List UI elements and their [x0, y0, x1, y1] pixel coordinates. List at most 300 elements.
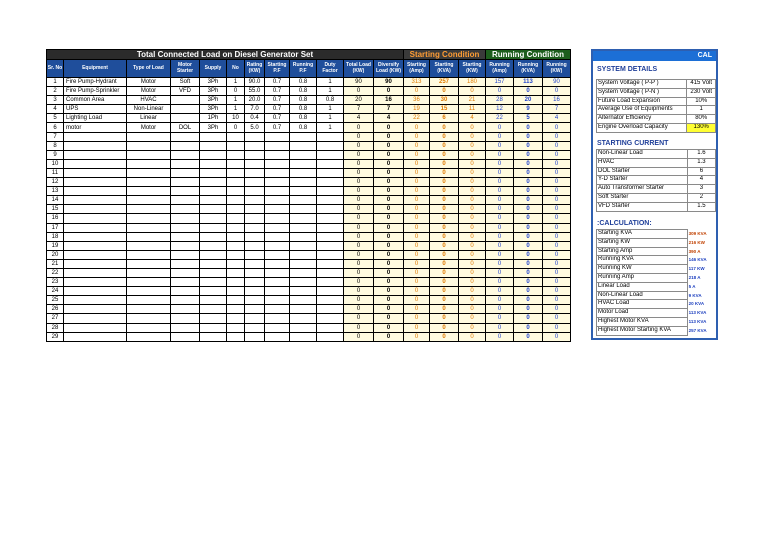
panel-value[interactable]: 10% — [687, 97, 716, 106]
table-cell[interactable]: 4 — [47, 105, 64, 114]
table-cell[interactable]: 0 — [404, 305, 430, 314]
table-cell[interactable]: 0 — [459, 205, 486, 214]
table-cell[interactable] — [64, 259, 127, 268]
table-cell[interactable]: 0 — [543, 323, 571, 332]
table-cell[interactable] — [200, 132, 227, 141]
table-cell[interactable] — [290, 268, 317, 277]
table-cell[interactable]: 0 — [344, 159, 374, 168]
table-cell[interactable] — [171, 268, 200, 277]
table-cell[interactable]: 8 — [47, 141, 64, 150]
table-cell[interactable] — [265, 187, 290, 196]
table-cell[interactable]: 7 — [374, 105, 404, 114]
table-cell[interactable] — [127, 241, 171, 250]
table-cell[interactable]: 0 — [459, 123, 486, 132]
table-cell[interactable]: 0 — [486, 87, 514, 96]
table-cell[interactable] — [200, 205, 227, 214]
table-cell[interactable]: 0 — [543, 123, 571, 132]
table-cell[interactable]: 0 — [514, 223, 543, 232]
table-cell[interactable] — [227, 150, 245, 159]
table-cell[interactable]: 0 — [404, 178, 430, 187]
panel-value[interactable]: 113 KVA — [688, 310, 707, 316]
table-cell[interactable] — [317, 314, 344, 323]
table-cell[interactable]: 0 — [543, 159, 571, 168]
table-cell[interactable] — [265, 196, 290, 205]
table-cell[interactable] — [227, 196, 245, 205]
table-cell[interactable] — [127, 205, 171, 214]
table-cell[interactable]: 20 — [514, 96, 543, 105]
table-cell[interactable]: 0.8 — [290, 96, 317, 105]
table-cell[interactable]: 0 — [543, 314, 571, 323]
table-cell[interactable] — [171, 305, 200, 314]
table-cell[interactable]: 0 — [459, 132, 486, 141]
table-cell[interactable] — [317, 141, 344, 150]
table-cell[interactable]: 0 — [514, 168, 543, 177]
table-cell[interactable]: 1 — [47, 78, 64, 87]
table-cell[interactable]: 0 — [374, 332, 404, 341]
table-cell[interactable] — [227, 278, 245, 287]
table-cell[interactable] — [200, 314, 227, 323]
table-cell[interactable]: 0 — [459, 223, 486, 232]
panel-value[interactable]: 216 KW — [688, 239, 705, 245]
table-cell[interactable] — [171, 132, 200, 141]
table-cell[interactable]: 0 — [374, 214, 404, 223]
table-cell[interactable]: Fire Pump-Hydrant — [64, 78, 127, 87]
table-cell[interactable]: 6 — [47, 123, 64, 132]
table-cell[interactable]: 0 — [374, 278, 404, 287]
table-cell[interactable] — [127, 150, 171, 159]
table-cell[interactable] — [227, 214, 245, 223]
table-cell[interactable]: 0 — [459, 278, 486, 287]
table-cell[interactable] — [245, 268, 265, 277]
table-cell[interactable]: 0 — [486, 323, 514, 332]
table-cell[interactable]: 0 — [404, 241, 430, 250]
table-cell[interactable]: 0 — [404, 205, 430, 214]
table-cell[interactable] — [64, 223, 127, 232]
table-cell[interactable] — [227, 250, 245, 259]
table-cell[interactable] — [64, 150, 127, 159]
table-cell[interactable]: 0 — [344, 278, 374, 287]
table-cell[interactable]: 0 — [374, 132, 404, 141]
table-cell[interactable] — [171, 332, 200, 341]
table-cell[interactable]: 0 — [430, 141, 459, 150]
table-cell[interactable] — [227, 305, 245, 314]
table-cell[interactable]: 0.8 — [290, 114, 317, 123]
table-cell[interactable] — [64, 232, 127, 241]
table-cell[interactable] — [127, 287, 171, 296]
table-cell[interactable] — [227, 141, 245, 150]
table-cell[interactable] — [171, 178, 200, 187]
table-cell[interactable]: 0 — [404, 87, 430, 96]
table-cell[interactable]: 0.8 — [290, 123, 317, 132]
table-cell[interactable] — [127, 196, 171, 205]
table-cell[interactable]: 0 — [543, 259, 571, 268]
table-cell[interactable] — [317, 196, 344, 205]
panel-value[interactable]: 113 KVA — [688, 318, 707, 324]
table-cell[interactable]: 90 — [344, 78, 374, 87]
table-cell[interactable] — [64, 214, 127, 223]
table-cell[interactable]: 0 — [543, 168, 571, 177]
table-cell[interactable]: 0 — [543, 187, 571, 196]
table-cell[interactable]: 0 — [344, 241, 374, 250]
table-cell[interactable]: 0 — [543, 268, 571, 277]
table-cell[interactable]: 0 — [404, 141, 430, 150]
table-cell[interactable] — [171, 187, 200, 196]
table-cell[interactable]: 0 — [514, 141, 543, 150]
table-cell[interactable]: 0 — [430, 214, 459, 223]
table-cell[interactable] — [245, 259, 265, 268]
table-cell[interactable]: 55.0 — [245, 87, 265, 96]
table-cell[interactable]: 0.8 — [290, 105, 317, 114]
table-cell[interactable]: 1 — [317, 105, 344, 114]
table-cell[interactable]: 0 — [404, 123, 430, 132]
table-cell[interactable] — [290, 287, 317, 296]
table-cell[interactable]: 0 — [430, 296, 459, 305]
table-cell[interactable]: 0 — [486, 223, 514, 232]
table-cell[interactable] — [64, 314, 127, 323]
table-cell[interactable] — [265, 332, 290, 341]
table-cell[interactable] — [265, 205, 290, 214]
table-cell[interactable]: 0 — [459, 196, 486, 205]
table-cell[interactable] — [200, 278, 227, 287]
table-cell[interactable]: 157 — [486, 78, 514, 87]
table-cell[interactable]: 7 — [543, 105, 571, 114]
table-cell[interactable]: 0.7 — [265, 96, 290, 105]
panel-value[interactable]: 5 A — [688, 283, 696, 289]
table-cell[interactable]: 0 — [344, 178, 374, 187]
table-cell[interactable] — [317, 168, 344, 177]
table-cell[interactable]: VFD — [171, 87, 200, 96]
table-cell[interactable] — [317, 232, 344, 241]
table-cell[interactable] — [290, 168, 317, 177]
table-cell[interactable]: 0 — [514, 296, 543, 305]
table-cell[interactable]: 0 — [486, 268, 514, 277]
table-cell[interactable]: 0 — [514, 305, 543, 314]
table-cell[interactable] — [64, 296, 127, 305]
table-cell[interactable] — [200, 187, 227, 196]
table-cell[interactable] — [317, 159, 344, 168]
table-cell[interactable] — [290, 159, 317, 168]
table-cell[interactable] — [265, 150, 290, 159]
table-cell[interactable]: 0 — [430, 159, 459, 168]
table-cell[interactable]: 0 — [543, 332, 571, 341]
table-cell[interactable] — [245, 314, 265, 323]
table-cell[interactable]: 0 — [459, 323, 486, 332]
table-cell[interactable]: 0 — [514, 241, 543, 250]
table-cell[interactable]: 0 — [486, 178, 514, 187]
table-cell[interactable]: 0 — [404, 196, 430, 205]
table-cell[interactable] — [245, 132, 265, 141]
table-cell[interactable]: 0 — [404, 314, 430, 323]
table-cell[interactable] — [265, 259, 290, 268]
panel-value[interactable]: 230 Volt — [687, 88, 716, 97]
table-cell[interactable] — [64, 305, 127, 314]
table-cell[interactable] — [245, 296, 265, 305]
table-cell[interactable] — [245, 287, 265, 296]
table-cell[interactable] — [171, 168, 200, 177]
table-cell[interactable]: 0 — [514, 232, 543, 241]
table-cell[interactable]: 0 — [344, 168, 374, 177]
table-cell[interactable] — [227, 232, 245, 241]
table-cell[interactable] — [64, 323, 127, 332]
table-cell[interactable]: 5.0 — [245, 123, 265, 132]
table-cell[interactable] — [265, 278, 290, 287]
table-cell[interactable]: Common Area — [64, 96, 127, 105]
table-cell[interactable]: 9 — [47, 150, 64, 159]
table-cell[interactable]: 20 — [47, 250, 64, 259]
table-cell[interactable] — [317, 296, 344, 305]
panel-value[interactable]: 80% — [687, 115, 716, 124]
table-cell[interactable]: 0.7 — [265, 78, 290, 87]
table-cell[interactable]: 0 — [374, 232, 404, 241]
table-cell[interactable]: 27 — [47, 314, 64, 323]
table-cell[interactable] — [290, 314, 317, 323]
table-cell[interactable]: 0 — [543, 214, 571, 223]
table-cell[interactable]: 0 — [374, 314, 404, 323]
table-cell[interactable] — [127, 168, 171, 177]
table-cell[interactable] — [171, 105, 200, 114]
table-cell[interactable]: 0 — [430, 250, 459, 259]
table-cell[interactable] — [317, 278, 344, 287]
table-cell[interactable]: 0 — [374, 123, 404, 132]
table-cell[interactable] — [245, 305, 265, 314]
table-cell[interactable] — [317, 132, 344, 141]
table-cell[interactable]: 10 — [47, 159, 64, 168]
table-cell[interactable]: 0 — [459, 250, 486, 259]
table-cell[interactable]: Motor — [127, 87, 171, 96]
table-cell[interactable]: 0 — [344, 268, 374, 277]
table-cell[interactable]: 3 — [47, 96, 64, 105]
table-cell[interactable] — [245, 214, 265, 223]
table-cell[interactable] — [290, 332, 317, 341]
table-cell[interactable] — [245, 241, 265, 250]
table-cell[interactable] — [64, 187, 127, 196]
table-cell[interactable] — [200, 141, 227, 150]
table-cell[interactable]: 0 — [430, 241, 459, 250]
table-cell[interactable]: 0 — [486, 332, 514, 341]
table-cell[interactable] — [64, 250, 127, 259]
table-cell[interactable]: 0 — [404, 287, 430, 296]
table-cell[interactable]: 17 — [47, 223, 64, 232]
table-cell[interactable] — [200, 214, 227, 223]
table-cell[interactable] — [127, 223, 171, 232]
table-cell[interactable]: 0 — [543, 296, 571, 305]
table-cell[interactable] — [64, 268, 127, 277]
table-cell[interactable] — [290, 187, 317, 196]
table-cell[interactable]: 3Ph — [200, 96, 227, 105]
table-cell[interactable]: 0 — [486, 141, 514, 150]
table-cell[interactable]: 2 — [47, 87, 64, 96]
table-cell[interactable] — [64, 168, 127, 177]
table-cell[interactable]: 0 — [459, 159, 486, 168]
table-cell[interactable]: 0 — [459, 287, 486, 296]
table-cell[interactable] — [64, 196, 127, 205]
table-cell[interactable] — [290, 232, 317, 241]
table-cell[interactable] — [127, 159, 171, 168]
table-cell[interactable]: 0 — [430, 232, 459, 241]
table-cell[interactable]: 0 — [404, 259, 430, 268]
table-cell[interactable] — [265, 214, 290, 223]
table-cell[interactable] — [227, 241, 245, 250]
table-cell[interactable] — [317, 332, 344, 341]
table-cell[interactable]: 0 — [514, 87, 543, 96]
table-cell[interactable] — [227, 323, 245, 332]
table-cell[interactable]: 0 — [459, 314, 486, 323]
table-cell[interactable] — [127, 296, 171, 305]
table-cell[interactable]: 0 — [374, 250, 404, 259]
table-cell[interactable]: 0 — [374, 159, 404, 168]
table-cell[interactable] — [227, 287, 245, 296]
table-cell[interactable] — [265, 132, 290, 141]
table-cell[interactable] — [265, 241, 290, 250]
panel-value[interactable]: 1.3 — [687, 158, 715, 167]
table-cell[interactable]: 0 — [543, 223, 571, 232]
table-cell[interactable] — [127, 232, 171, 241]
table-cell[interactable]: 0 — [543, 250, 571, 259]
table-cell[interactable] — [317, 259, 344, 268]
table-cell[interactable] — [317, 214, 344, 223]
table-cell[interactable]: 0 — [486, 250, 514, 259]
table-cell[interactable]: 1 — [227, 105, 245, 114]
table-cell[interactable] — [171, 114, 200, 123]
table-cell[interactable]: 0 — [514, 196, 543, 205]
table-cell[interactable] — [290, 150, 317, 159]
table-cell[interactable]: 0 — [344, 132, 374, 141]
table-cell[interactable] — [290, 205, 317, 214]
table-cell[interactable]: HVAC — [127, 96, 171, 105]
table-cell[interactable]: 0.7 — [265, 87, 290, 96]
table-cell[interactable] — [245, 141, 265, 150]
table-cell[interactable] — [64, 132, 127, 141]
table-cell[interactable]: 0 — [543, 132, 571, 141]
table-cell[interactable] — [200, 223, 227, 232]
table-cell[interactable]: 0 — [486, 232, 514, 241]
table-cell[interactable]: 0.8 — [290, 78, 317, 87]
table-cell[interactable]: 0 — [486, 187, 514, 196]
table-cell[interactable]: 0 — [514, 214, 543, 223]
table-cell[interactable]: 0 — [430, 178, 459, 187]
table-cell[interactable]: 0 — [374, 187, 404, 196]
panel-value[interactable]: 1.6 — [687, 150, 715, 159]
table-cell[interactable]: 0 — [404, 214, 430, 223]
table-cell[interactable]: 1 — [317, 87, 344, 96]
table-cell[interactable]: 25 — [47, 296, 64, 305]
table-cell[interactable]: 0 — [344, 287, 374, 296]
table-cell[interactable]: 0 — [374, 305, 404, 314]
table-cell[interactable]: 0 — [543, 196, 571, 205]
table-cell[interactable] — [171, 159, 200, 168]
table-cell[interactable]: 22 — [47, 268, 64, 277]
table-cell[interactable]: 0 — [486, 123, 514, 132]
table-cell[interactable] — [127, 214, 171, 223]
table-cell[interactable]: 90 — [374, 78, 404, 87]
table-cell[interactable] — [290, 132, 317, 141]
table-cell[interactable] — [64, 141, 127, 150]
panel-value[interactable]: 117 KW — [688, 266, 705, 272]
table-cell[interactable] — [200, 305, 227, 314]
table-cell[interactable]: 0 — [344, 323, 374, 332]
table-cell[interactable]: 0 — [543, 278, 571, 287]
table-cell[interactable] — [227, 187, 245, 196]
table-cell[interactable] — [245, 250, 265, 259]
table-cell[interactable]: 0 — [459, 141, 486, 150]
table-cell[interactable] — [200, 268, 227, 277]
table-cell[interactable]: 0 — [459, 178, 486, 187]
table-cell[interactable]: 0 — [514, 150, 543, 159]
table-cell[interactable]: 0 — [459, 332, 486, 341]
table-cell[interactable] — [245, 178, 265, 187]
table-cell[interactable]: 0 — [514, 259, 543, 268]
table-cell[interactable]: 0 — [486, 296, 514, 305]
table-cell[interactable] — [200, 287, 227, 296]
table-cell[interactable]: 0 — [374, 259, 404, 268]
table-cell[interactable] — [245, 205, 265, 214]
table-cell[interactable] — [200, 332, 227, 341]
table-cell[interactable]: 0 — [404, 278, 430, 287]
table-cell[interactable]: 0 — [486, 196, 514, 205]
table-cell[interactable]: 1Ph — [200, 114, 227, 123]
table-cell[interactable]: 0 — [344, 305, 374, 314]
table-cell[interactable]: 0 — [374, 223, 404, 232]
table-cell[interactable]: 0 — [344, 187, 374, 196]
table-cell[interactable] — [171, 223, 200, 232]
panel-value[interactable]: 4 — [687, 176, 715, 185]
table-cell[interactable] — [265, 168, 290, 177]
table-cell[interactable]: 0 — [227, 87, 245, 96]
table-cell[interactable]: 19 — [47, 241, 64, 250]
table-cell[interactable] — [290, 178, 317, 187]
table-cell[interactable] — [127, 141, 171, 150]
table-cell[interactable] — [290, 196, 317, 205]
table-cell[interactable]: 0 — [430, 150, 459, 159]
table-cell[interactable]: 16 — [543, 96, 571, 105]
table-cell[interactable]: 0 — [344, 150, 374, 159]
table-cell[interactable] — [317, 305, 344, 314]
table-cell[interactable] — [171, 150, 200, 159]
table-cell[interactable]: 0 — [459, 259, 486, 268]
table-cell[interactable]: 0 — [344, 87, 374, 96]
table-cell[interactable] — [265, 268, 290, 277]
table-cell[interactable] — [171, 287, 200, 296]
table-cell[interactable]: 0 — [459, 241, 486, 250]
table-cell[interactable] — [171, 232, 200, 241]
panel-value[interactable]: 1 — [687, 106, 716, 115]
table-cell[interactable] — [317, 287, 344, 296]
table-cell[interactable]: 0 — [374, 150, 404, 159]
table-cell[interactable]: 0 — [404, 268, 430, 277]
table-cell[interactable]: Fire Pump-Sprinkler — [64, 87, 127, 96]
table-cell[interactable]: 0 — [430, 323, 459, 332]
table-cell[interactable] — [64, 178, 127, 187]
table-cell[interactable] — [290, 305, 317, 314]
panel-value[interactable]: 415 Volt — [687, 80, 716, 89]
table-cell[interactable]: 20.0 — [245, 96, 265, 105]
table-cell[interactable]: 0.7 — [265, 123, 290, 132]
table-cell[interactable]: 0 — [459, 268, 486, 277]
table-cell[interactable]: 0 — [459, 296, 486, 305]
table-cell[interactable]: 0 — [459, 168, 486, 177]
table-cell[interactable]: 0 — [514, 278, 543, 287]
table-cell[interactable]: 20 — [344, 96, 374, 105]
table-cell[interactable] — [200, 178, 227, 187]
table-cell[interactable]: 0 — [430, 314, 459, 323]
table-cell[interactable]: 0 — [459, 305, 486, 314]
table-cell[interactable]: 0 — [514, 159, 543, 168]
table-cell[interactable]: 0 — [514, 268, 543, 277]
table-cell[interactable] — [127, 259, 171, 268]
table-cell[interactable]: 0 — [514, 332, 543, 341]
table-cell[interactable] — [127, 323, 171, 332]
table-cell[interactable]: 0 — [486, 241, 514, 250]
